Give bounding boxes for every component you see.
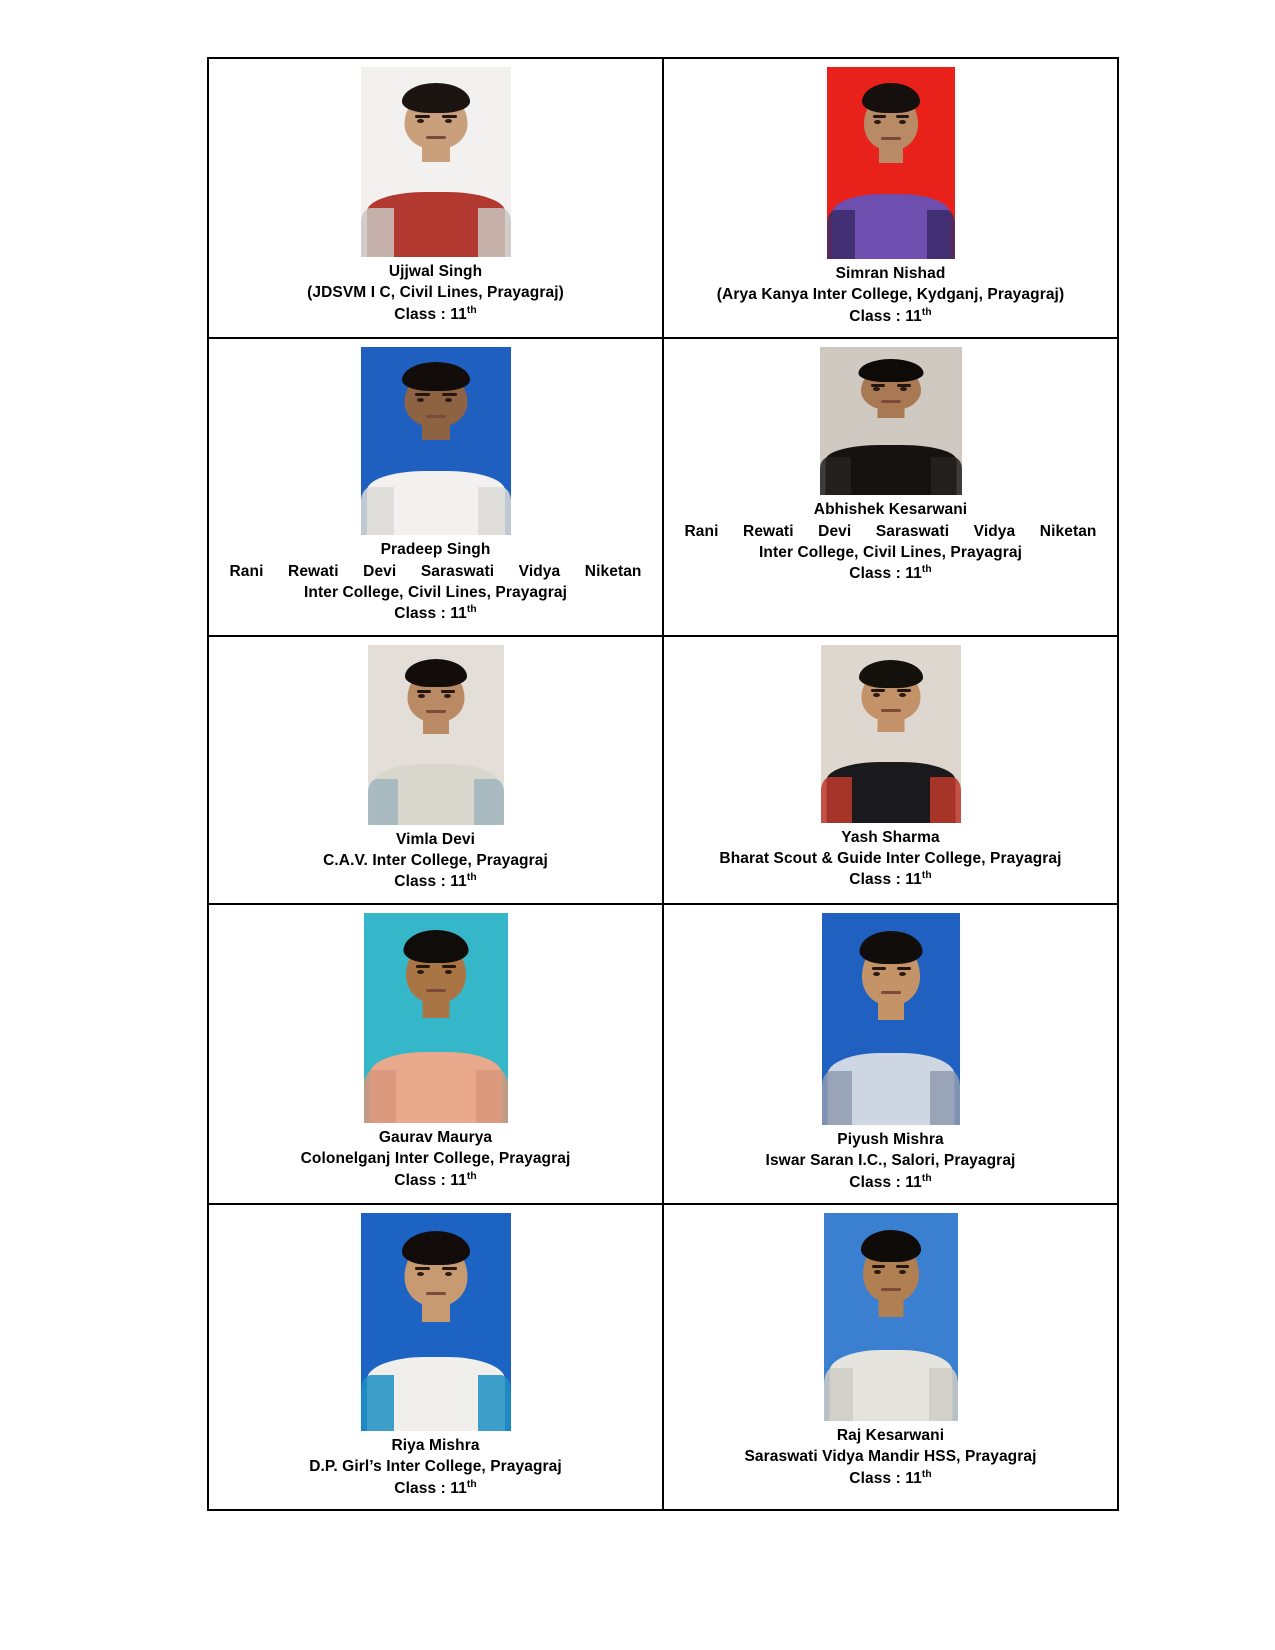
student-school: (JDSVM I C, Civil Lines, Prayagraj) bbox=[307, 284, 564, 302]
student-photo-piyush-mishra bbox=[822, 913, 960, 1125]
student-name: Yash Sharma bbox=[841, 828, 940, 846]
student-photo-pradeep-singh bbox=[361, 347, 511, 535]
student-photo-vimla-devi bbox=[368, 645, 504, 825]
student-photo-riya-mishra bbox=[361, 1213, 511, 1431]
student-school-line2: Inter College, Civil Lines, Prayagraj bbox=[304, 583, 567, 601]
student-photo-gaurav-maurya bbox=[364, 913, 508, 1123]
student-photo-simran-nishad bbox=[827, 67, 955, 259]
student-class-text: Class : 11 bbox=[849, 871, 922, 889]
student-class bbox=[230, 603, 642, 624]
student-name: Pradeep Singh bbox=[380, 541, 491, 559]
student-class bbox=[301, 1170, 571, 1191]
student-school: D.P. Girl’s Inter College, Prayagraj bbox=[309, 1458, 562, 1476]
student-cell bbox=[209, 1205, 664, 1511]
student-photo-yash-sharma bbox=[821, 645, 961, 823]
student-caption bbox=[323, 829, 548, 893]
student-cell bbox=[664, 637, 1119, 905]
student-name: Abhishek Kesarwani bbox=[813, 501, 968, 519]
student-name: Simran Nishad bbox=[835, 265, 946, 282]
student-caption bbox=[719, 827, 1061, 891]
student-cell bbox=[664, 59, 1119, 339]
student-cell bbox=[664, 905, 1119, 1205]
student-class bbox=[766, 1172, 1016, 1193]
student-photo-abhishek-kesarwani bbox=[820, 347, 962, 495]
student-class-suffix: th bbox=[921, 306, 932, 318]
student-class-suffix: th bbox=[921, 1468, 932, 1480]
student-caption bbox=[717, 263, 1064, 327]
student-caption bbox=[685, 499, 1097, 585]
student-table bbox=[207, 57, 1119, 1511]
student-name: Ujjwal Singh bbox=[388, 263, 483, 280]
student-school-line2: Inter College, Civil Lines, Prayagraj bbox=[759, 543, 1022, 561]
student-class-suffix: th bbox=[921, 870, 932, 882]
student-class-suffix: th bbox=[466, 304, 477, 316]
student-caption bbox=[230, 539, 642, 625]
student-name: Gaurav Maurya bbox=[378, 1128, 493, 1146]
student-class-text: Class : 11 bbox=[394, 305, 467, 323]
table-row bbox=[209, 339, 1119, 637]
student-cell bbox=[209, 59, 664, 339]
student-class-suffix: th bbox=[466, 1170, 477, 1182]
student-cell bbox=[664, 1205, 1119, 1511]
student-class bbox=[744, 1468, 1036, 1489]
student-cell bbox=[664, 339, 1119, 637]
student-school: C.A.V. Inter College, Prayagraj bbox=[323, 852, 548, 869]
student-class bbox=[307, 304, 564, 325]
student-class-suffix: th bbox=[466, 1478, 477, 1490]
student-class-text: Class : 11 bbox=[849, 1469, 922, 1487]
student-class-text: Class : 11 bbox=[849, 565, 922, 583]
student-school: Iswar Saran I.C., Salori, Prayagraj bbox=[765, 1152, 1016, 1170]
student-name: Vimla Devi bbox=[395, 830, 476, 848]
student-name: Raj Kesarwani bbox=[836, 1426, 945, 1444]
student-name: Riya Mishra bbox=[391, 1436, 480, 1454]
table-row bbox=[209, 905, 1119, 1205]
student-class-text: Class : 11 bbox=[394, 1479, 467, 1497]
student-school: Bharat Scout & Guide Inter College, Prayagraj bbox=[719, 850, 1062, 867]
student-cell bbox=[209, 905, 664, 1205]
student-name: Piyush Mishra bbox=[837, 1130, 944, 1148]
student-class-suffix: th bbox=[466, 872, 477, 884]
student-class-text: Class : 11 bbox=[394, 873, 467, 891]
student-class-suffix: th bbox=[466, 604, 477, 616]
student-caption bbox=[766, 1129, 1016, 1193]
student-class-text: Class : 11 bbox=[849, 1173, 922, 1191]
student-school: Rani Rewati Devi Saraswati Vidya Niketan bbox=[684, 522, 1097, 540]
student-photo-raj-kesarwani bbox=[824, 1213, 958, 1421]
student-cell bbox=[209, 339, 664, 637]
table-row bbox=[209, 1205, 1119, 1511]
student-class bbox=[717, 306, 1064, 327]
student-caption bbox=[309, 1435, 562, 1499]
student-school: Colonelganj Inter College, Prayagraj bbox=[300, 1150, 571, 1168]
student-class-suffix: th bbox=[921, 564, 932, 576]
student-school: Rani Rewati Devi Saraswati Vidya Niketan bbox=[229, 562, 642, 580]
student-photo-ujjwal-singh bbox=[361, 67, 511, 257]
student-class bbox=[309, 1478, 562, 1499]
table-row bbox=[209, 59, 1119, 339]
student-caption bbox=[744, 1425, 1036, 1489]
student-class-text: Class : 11 bbox=[849, 307, 922, 325]
student-cell bbox=[209, 637, 664, 905]
student-class-suffix: th bbox=[921, 1172, 932, 1184]
student-class-text: Class : 11 bbox=[394, 1171, 467, 1189]
student-class bbox=[685, 563, 1097, 584]
student-caption bbox=[301, 1127, 571, 1191]
student-class bbox=[323, 871, 548, 892]
student-class-text: Class : 11 bbox=[394, 605, 467, 623]
student-school: (Arya Kanya Inter College, Kydganj, Prayagraj) bbox=[716, 286, 1065, 304]
student-school: Saraswati Vidya Mandir HSS, Prayagraj bbox=[744, 1448, 1037, 1466]
student-class bbox=[719, 869, 1061, 890]
table-row bbox=[209, 637, 1119, 905]
student-caption bbox=[307, 261, 564, 325]
